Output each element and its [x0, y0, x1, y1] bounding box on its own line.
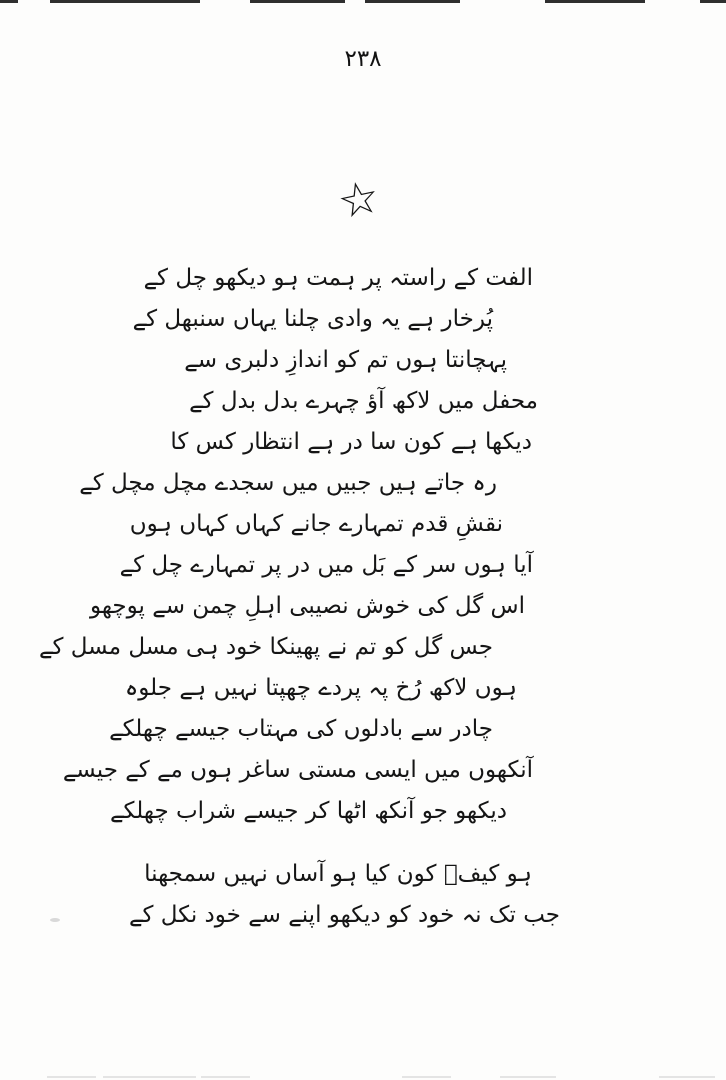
scan-artifact-top [545, 0, 645, 3]
poem-line: ہو کیفؔ کون کیا ہو آساں نہیں سمجھنا [144, 861, 532, 887]
scan-artifact-bottom [201, 1076, 250, 1078]
scan-artifact-bottom [47, 1076, 96, 1078]
poem-line: آنکھوں میں ایسی مستی ساغر ہوں مے کے جیسے [62, 757, 533, 783]
poem-line: رہ جاتے ہیں جبیں میں سجدے مچل مچل کے [79, 470, 497, 496]
poem-line: دیکھو جو آنکھ اٹھا کر جیسے شراب چھلکے [110, 798, 507, 824]
poem-line: ہوں لاکھ رُخ پہ پردے چھپتا نہیں ہے جلوہ [124, 675, 517, 701]
scan-artifact-top [700, 0, 726, 3]
poem-line: محفل میں لاکھ آؤ چہرے بدل بدل کے [189, 388, 538, 414]
poem-line: دیکھا ہے کون سا در ہے انتظار کس کا [170, 429, 532, 455]
poem-line: پُرخار ہے یہ وادی چلنا یہاں سنبھل کے [132, 306, 493, 332]
poem-line: اس گل کی خوش نصیبی اہلِ چمن سے پوچھو [89, 593, 525, 619]
poem-line: جس گل کو تم نے پھینکا خود ہی مسل مسل کے [39, 634, 493, 660]
star-divider-icon: ☆ [332, 168, 385, 230]
scan-artifact-top [250, 0, 345, 3]
page-number: ۲۳۸ [344, 46, 382, 72]
poem-line: پہچانتا ہوں تم کو اندازِ دلبری سے [184, 347, 507, 373]
scan-speck [50, 918, 60, 922]
poem-line: جب تک نہ خود کو دیکھو اپنے سے خود نکل کے [128, 902, 560, 928]
poem-line: الفت کے راستہ پر ہمت ہو دیکھو چل کے [143, 265, 533, 291]
scan-artifact-top [50, 0, 200, 3]
poem-line: چادر سے بادلوں کی مہتاب جیسے چھلکے [109, 716, 493, 742]
poem [0, 258, 726, 936]
scan-artifact-bottom [402, 1076, 451, 1078]
scan-artifact-top [0, 0, 18, 3]
scan-artifact-bottom [103, 1076, 196, 1078]
scan-artifact-bottom [659, 1076, 715, 1078]
poem-line: نقشِ قدم تمہارے جانے کہاں کہاں ہوں [129, 511, 503, 537]
scan-artifact-top [365, 0, 460, 3]
scan-artifact-bottom [500, 1076, 556, 1078]
poem-line: آیا ہوں سر کے بَل میں در پر تمہارے چل کے [119, 552, 533, 578]
